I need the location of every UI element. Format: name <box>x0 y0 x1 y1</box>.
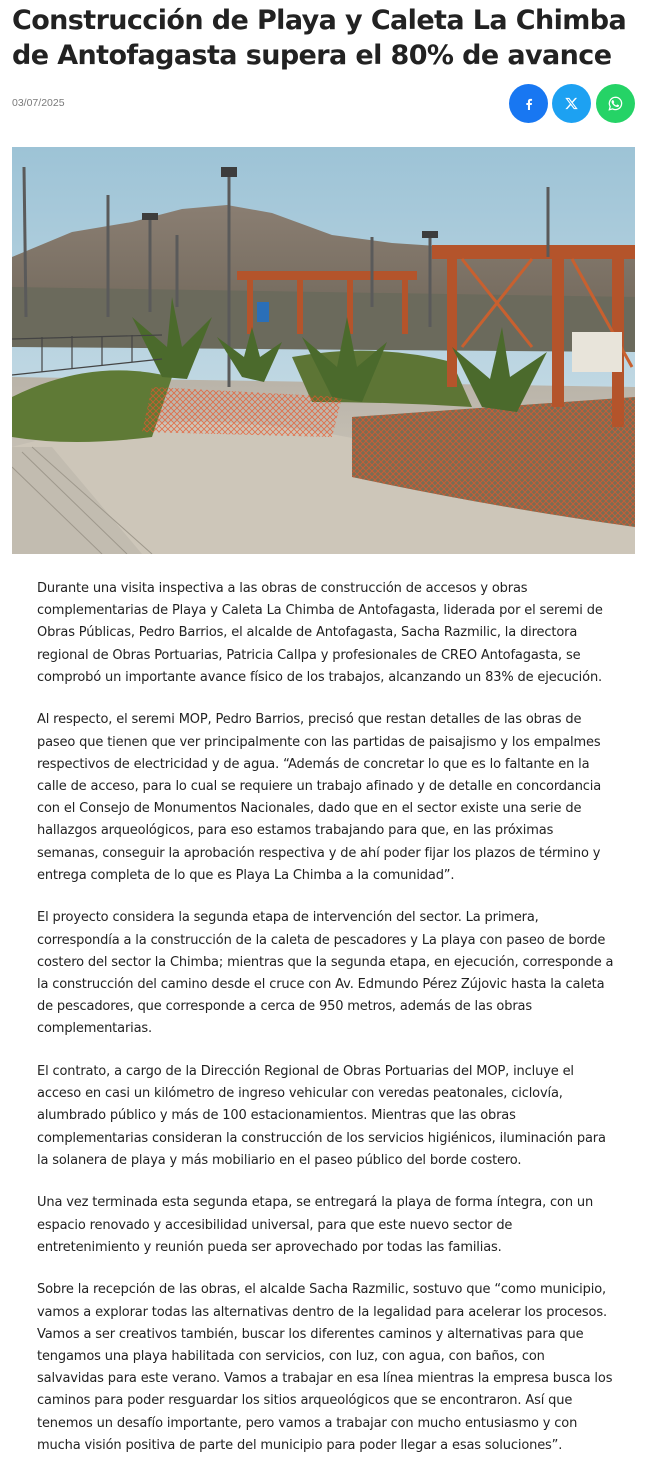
paragraph: Durante una visita inspectiva a las obras de construcción de accesos y obras complementarias de Playa y Caleta La Chimba de Antofagasta, liderada por el seremi de Obras Públicas, Pedro Barrios, el alcalde de Antofagasta, Sacha Razmilic, la directora regional de Obras Portuarias, Patricia Callpa y profesionales de CREO Antofagasta, se comprobó un importante avance físico de los trabajos, alcanzando un 83% de ejecución. <box>37 581 603 685</box>
article-title: Construcción de Playa y Caleta La Chimba de Antofagasta supera el 80% de avance <box>12 5 627 71</box>
share-x-button[interactable] <box>552 84 591 123</box>
x-icon <box>564 96 579 111</box>
paragraph: Sobre la recepción de las obras, el alcalde Sacha Razmilic, sostuvo que “como municipio, vamos a explorar todas las alternativas dentro de la legalidad para acelerar los procesos. Vamos a ser creativos también, buscar los diferentes caminos y alternativas para que tengamos una playa habilitada con servicios, con luz, con agua, con baños, con salvavidas para este verano. Vamos a trabajar en esa línea mientras la empresa busca los caminos para poder resguardar los sitios arqueológicos que se encontraron. Así que tenemos un desafío importante, pero vamos a trabajar con mucho entusiasmo y con mucha visión positiva de parte del municipio para poder llegar a esas soluciones”. <box>37 1282 613 1453</box>
share-facebook-button[interactable] <box>509 84 548 123</box>
article-body <box>37 578 615 1477</box>
whatsapp-icon <box>607 95 624 112</box>
facebook-icon <box>521 96 537 112</box>
publish-date: 03/07/2025 <box>12 97 65 109</box>
paragraph: El contrato, a cargo de la Dirección Regional de Obras Portuarias del MOP, incluye el acceso en casi un kilómetro de ingreso vehicular con veredas peatonales, ciclovía, alumbrado público y más de 100 estacionamientos. Mientras que las obras complementarias consideran la construcción de los servicios higiénicos, iluminación para la solanera de playa y más mobiliario en el paseo público del borde costero. <box>37 1064 606 1168</box>
paragraph: Una vez terminada esta segunda etapa, se entregará la playa de forma íntegra, con un espacio renovado y accesibilidad universal, para que este nuevo sector de entretenimiento y reunión pueda ser aprovechado por todas las familias. <box>37 1195 594 1255</box>
paragraph: Al respecto, el seremi MOP, Pedro Barrios, precisó que restan detalles de las obras de paseo que tienen que ver principalmente con las partidas de paisajismo y los empalmes respectivos de electricidad y de agua. “Además de concretar lo que es lo faltante en la calle de acceso, para lo cual se requiere un trabajo afinado y de detalle en concordancia con el Consejo de Monumentos Nacionales, dado que en el sector existe una serie de hallazgos arqueológicos, para eso estamos trabajando para que, en las próximas semanas, conseguir la aprobación respectiva y de ahí poder fijar los plazos de término y entrega completa de lo que es Playa La Chimba a la comunidad”. <box>37 712 602 883</box>
hero-photo <box>12 147 635 554</box>
share-whatsapp-button[interactable] <box>596 84 635 123</box>
paragraph: El proyecto considera la segunda etapa de intervención del sector. La primera, correspondía a la construcción de la caleta de pescadores y La playa con paseo de borde costero del sector la Chimba; mientras que la segunda etapa, en ejecución, corresponde a la construcción del camino desde el cruce con Av. Edmundo Pérez Zújovic hasta la caleta de pescadores, que corresponde a cerca de 950 metros, además de las obras complementarias. <box>37 910 614 1037</box>
